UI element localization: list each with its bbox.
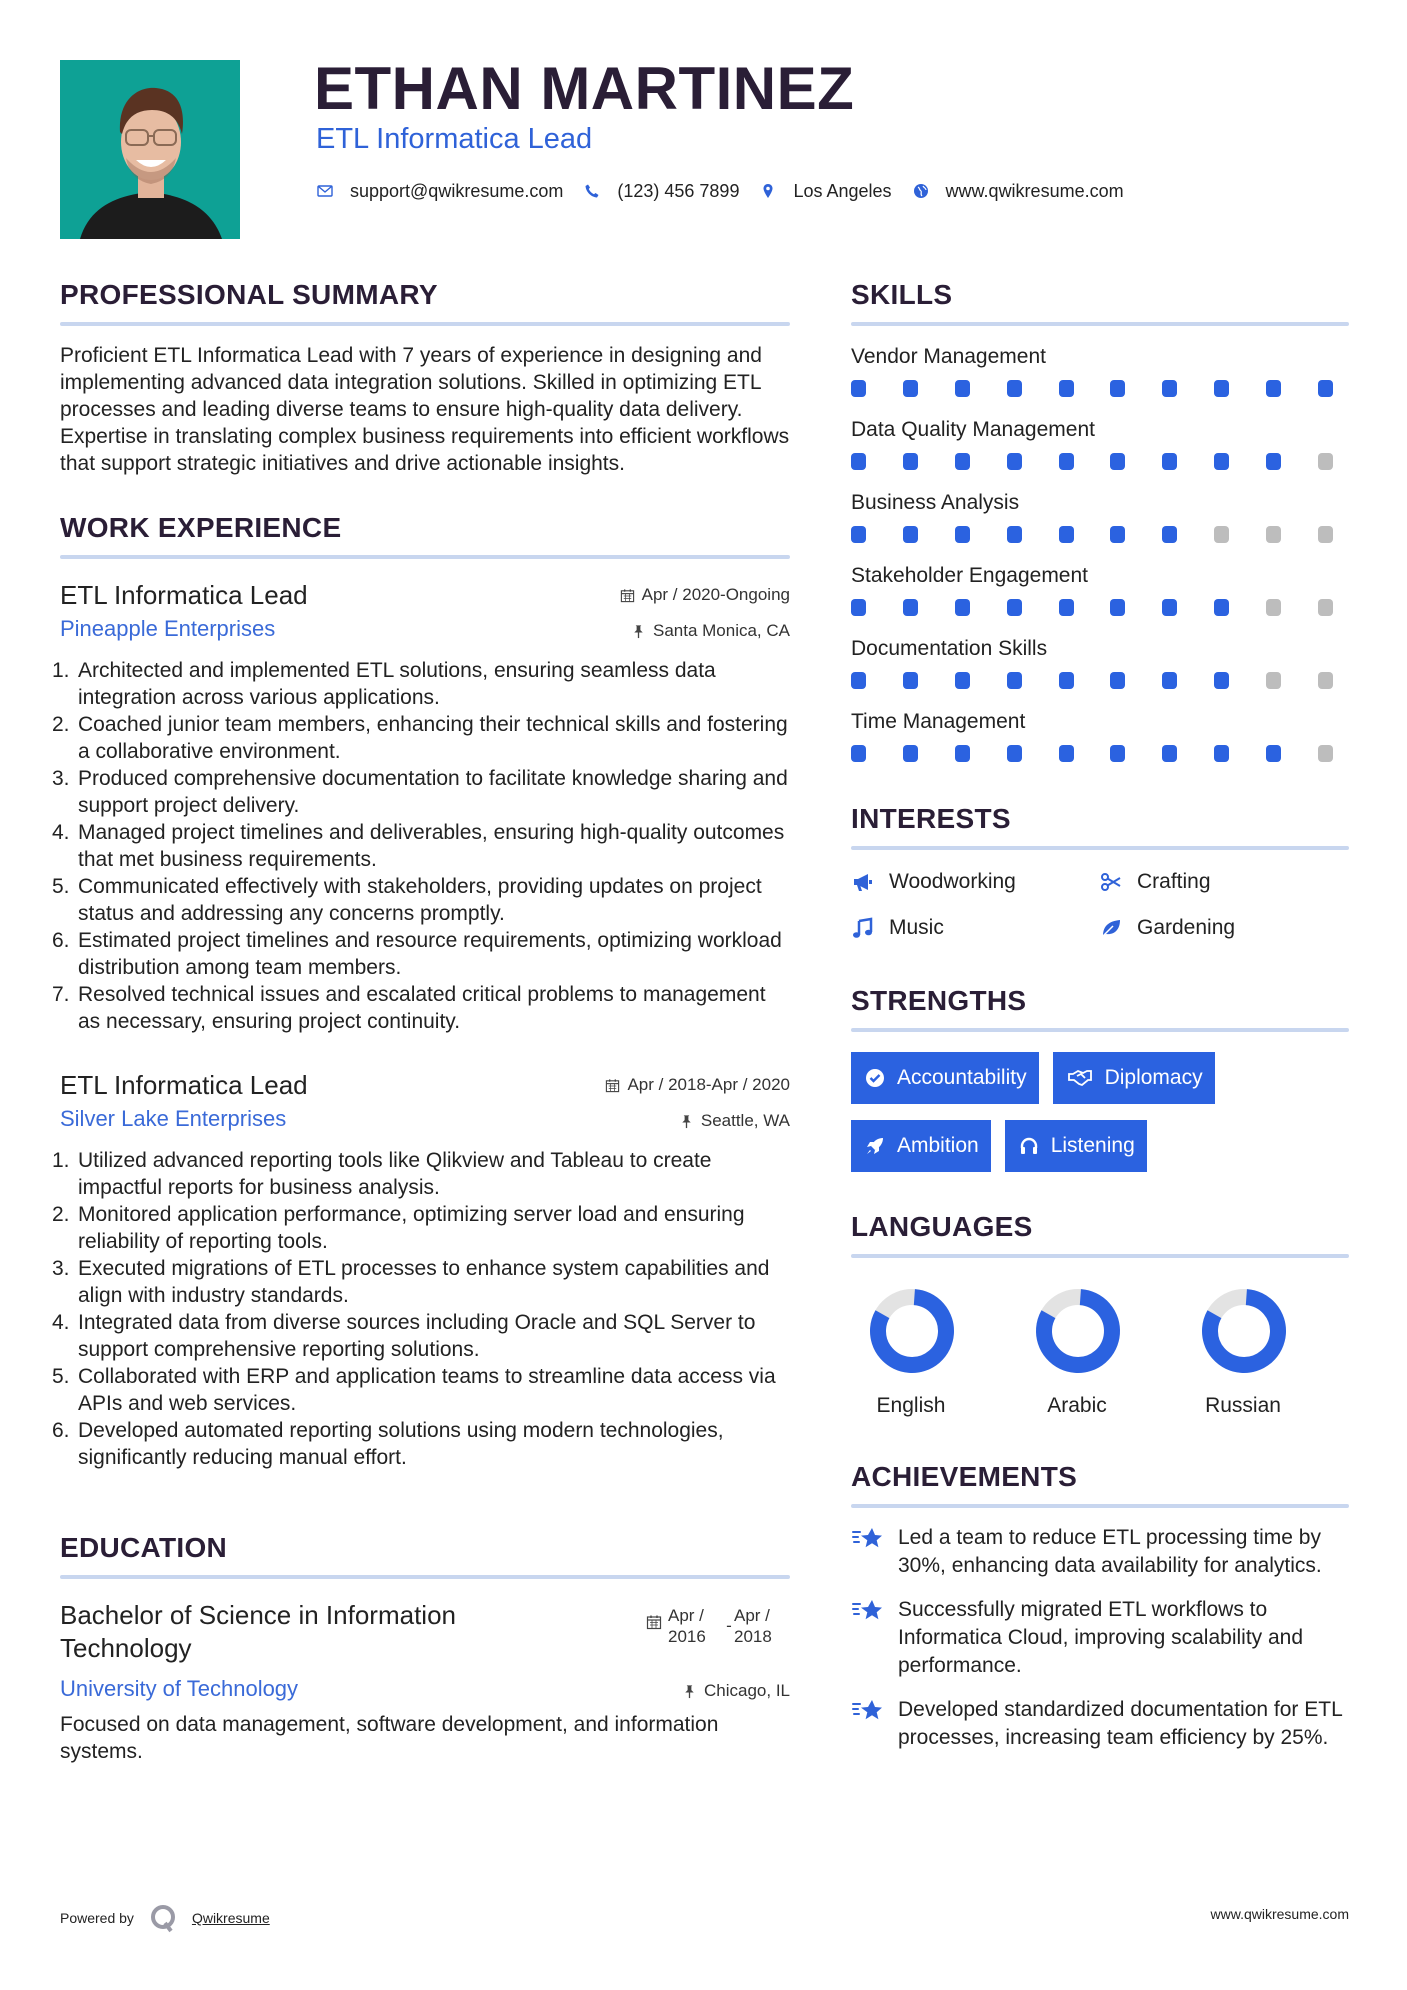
right-column <box>851 278 1349 1752</box>
rating-dot-filled <box>1266 380 1281 397</box>
rating-dot-filled <box>1007 526 1022 543</box>
candidate-title: ETL Informatica Lead <box>316 123 593 155</box>
rating-dot-empty <box>1318 599 1333 616</box>
contact-bar <box>316 179 1144 203</box>
rating-dot-filled <box>903 380 918 397</box>
language-item <box>1017 1288 1183 1418</box>
education-description: Focused on data management, software development, and information systems. <box>60 1713 719 1763</box>
calendar-icon <box>646 1614 662 1630</box>
skills-heading: SKILLS <box>851 279 953 310</box>
date-separator: - <box>726 1616 732 1635</box>
bullet-item: 1. Utilized advanced reporting tools like Qlikview and Tableau to create impactful reports for business analysis. <box>52 1149 712 1199</box>
rating-dot-filled <box>1110 745 1125 762</box>
contact-website[interactable] <box>912 179 1124 203</box>
bullet-item: 3. Produced comprehensive documentation to facilitate knowledge sharing and support project delivery. <box>52 767 788 817</box>
interest-item <box>1099 868 1347 896</box>
rating-dot-filled <box>903 599 918 616</box>
bullhorn-icon <box>851 870 875 894</box>
rating-dot-filled <box>1007 672 1022 689</box>
language-label: Russian <box>1205 1394 1281 1417</box>
map-marker-icon <box>759 182 777 200</box>
job-role: ETL Informatica Lead <box>60 1070 308 1100</box>
strength-badge <box>851 1120 991 1172</box>
section-divider <box>851 846 1349 850</box>
rating-dot-filled <box>1059 380 1074 397</box>
skill-item <box>851 417 1349 470</box>
job-dates <box>620 583 790 607</box>
work-experience-section <box>52 511 790 1471</box>
leaf-icon <box>1099 916 1123 940</box>
skill-name: Data Quality Management <box>851 418 1095 441</box>
rating-dot-filled <box>1318 380 1333 397</box>
language-donut-chart <box>1201 1288 1287 1374</box>
powered-by-text: Powered by <box>60 1910 134 1926</box>
rating-dot-filled <box>851 745 866 762</box>
rating-dot-filled <box>1214 599 1229 616</box>
rating-dot-filled <box>1162 745 1177 762</box>
rating-dot-filled <box>851 526 866 543</box>
skill-rating <box>851 672 1333 689</box>
interest-item <box>851 868 1099 896</box>
profile-photo <box>60 60 240 239</box>
rating-dot-filled <box>903 745 918 762</box>
phone-text: (123) 456 7899 <box>617 181 740 201</box>
job-bullets <box>52 1147 790 1471</box>
education-section <box>60 1531 790 1765</box>
interest-item <box>851 914 1099 942</box>
rating-dot-filled <box>851 672 866 689</box>
company-name: Pineapple Enterprises <box>60 616 276 641</box>
achievement-item <box>851 1696 1349 1752</box>
rating-dot-filled <box>1162 599 1177 616</box>
end-year: 2018 <box>734 1627 772 1646</box>
contact-location <box>759 179 891 203</box>
globe-icon <box>912 182 930 200</box>
achievement-item <box>851 1524 1349 1580</box>
rating-dot-empty <box>1266 672 1281 689</box>
skill-rating <box>851 745 1333 762</box>
person-portrait-icon <box>60 60 240 239</box>
rating-dot-filled <box>1007 745 1022 762</box>
rating-dot-empty <box>1266 526 1281 543</box>
rating-dot-filled <box>1007 599 1022 616</box>
rating-dot-empty <box>1266 599 1281 616</box>
achievements-heading: ACHIEVEMENTS <box>851 1461 1078 1492</box>
interests-heading: INTERESTS <box>851 803 1011 834</box>
envelope-icon <box>316 182 334 200</box>
bullet-item: 5. Communicated effectively with stakeholders, providing updates on project status and addressing any concerns promptly. <box>52 875 762 925</box>
rating-dot-filled <box>1266 745 1281 762</box>
rating-dot-empty <box>1318 526 1333 543</box>
section-divider <box>851 1504 1349 1508</box>
strength-badge <box>851 1052 1039 1104</box>
website-text: www.qwikresume.com <box>945 181 1124 201</box>
rating-dot-filled <box>1214 745 1229 762</box>
achievement-text: Developed standardized documentation for ETL processes, increasing team efficiency by 25%. <box>898 1698 1342 1749</box>
music-note-icon <box>851 916 875 940</box>
strength-badge <box>1005 1120 1147 1172</box>
interests-section <box>851 802 1349 942</box>
calendar-icon <box>620 588 635 603</box>
skill-rating <box>851 380 1333 397</box>
education-heading: EDUCATION <box>60 1532 228 1563</box>
headphones-icon <box>1019 1136 1039 1156</box>
languages-heading: LANGUAGES <box>851 1211 1033 1242</box>
rating-dot-filled <box>1059 745 1074 762</box>
bullet-item: 7. Resolved technical issues and escalated critical problems to management as necessary, ensuring project continuity. <box>52 983 766 1033</box>
rating-dot-filled <box>1214 453 1229 470</box>
calendar-icon <box>605 1078 620 1093</box>
pushpin-icon <box>679 1114 694 1129</box>
strengths-section <box>851 984 1349 1172</box>
rating-dot-filled <box>1059 599 1074 616</box>
skill-name: Documentation Skills <box>851 637 1048 660</box>
qwikresume-logo-icon <box>150 1903 178 1933</box>
language-item <box>1183 1288 1349 1418</box>
interest-label: Gardening <box>1137 916 1236 939</box>
skill-item <box>851 636 1349 689</box>
candidate-name: ETHAN MARTINEZ <box>314 55 855 122</box>
languages-list <box>851 1288 1349 1418</box>
rating-dot-filled <box>1007 380 1022 397</box>
job-role: ETL Informatica Lead <box>60 580 308 610</box>
rating-dot-filled <box>1110 672 1125 689</box>
contact-phone[interactable] <box>583 179 739 203</box>
job-location <box>631 619 790 643</box>
rocket-icon <box>865 1136 885 1156</box>
rating-dot-filled <box>955 672 970 689</box>
bullet-item: 2. Coached junior team members, enhancing their technical skills and fostering a collaborative environment. <box>52 713 788 763</box>
left-column <box>52 278 790 1765</box>
rating-dot-empty <box>1214 526 1229 543</box>
language-label: English <box>876 1394 946 1417</box>
rating-dot-filled <box>1214 672 1229 689</box>
location-text: Los Angeles <box>793 181 892 201</box>
job-location <box>679 1109 790 1133</box>
skill-item <box>851 490 1349 543</box>
skill-rating <box>851 599 1333 616</box>
section-divider <box>60 1575 790 1579</box>
rating-dot-filled <box>955 745 970 762</box>
rating-dot-filled <box>1110 453 1125 470</box>
school-location-text: Chicago, IL <box>704 1681 790 1700</box>
rating-dot-filled <box>1110 380 1125 397</box>
rating-dot-filled <box>1059 672 1074 689</box>
job-location-text: Seattle, WA <box>700 1111 790 1130</box>
rating-dot-empty <box>1318 453 1333 470</box>
rating-dot-filled <box>851 599 866 616</box>
achievement-item <box>851 1596 1349 1680</box>
star-trophy-icon <box>851 1596 885 1626</box>
section-divider <box>60 322 790 326</box>
footer-website[interactable]: www.qwikresume.com <box>1210 1906 1349 1922</box>
rating-dot-filled <box>903 453 918 470</box>
school-name: University of Technology <box>60 1676 299 1701</box>
skill-rating <box>851 453 1333 470</box>
rating-dot-filled <box>955 380 970 397</box>
rating-dot-filled <box>851 380 866 397</box>
bullet-item: 6. Developed automated reporting solutions using modern technologies, significantly reducing manual effort. <box>52 1419 724 1469</box>
rating-dot-filled <box>1059 453 1074 470</box>
job-entry <box>52 579 790 1035</box>
rating-dot-filled <box>903 672 918 689</box>
job-dates-text: Apr / 2018-Apr / 2020 <box>627 1075 790 1094</box>
skills-section <box>851 278 1349 762</box>
section-divider <box>851 1254 1349 1258</box>
section-divider <box>60 555 790 559</box>
bullet-item: 4. Managed project timelines and deliverables, ensuring high-quality outcomes that met business requirements. <box>52 821 785 871</box>
achievement-text: Successfully migrated ETL workflows to Informatica Cloud, improving scalability and performance. <box>898 1598 1304 1677</box>
check-circle-icon <box>865 1068 885 1088</box>
rating-dot-filled <box>903 526 918 543</box>
interest-label: Crafting <box>1137 870 1211 893</box>
job-location-text: Santa Monica, CA <box>652 621 790 640</box>
strengths-heading: STRENGTHS <box>851 985 1027 1016</box>
section-divider <box>851 1028 1349 1032</box>
rating-dot-filled <box>1110 599 1125 616</box>
work-heading: WORK EXPERIENCE <box>60 512 342 543</box>
rating-dot-empty <box>1318 745 1333 762</box>
skill-rating <box>851 526 1333 543</box>
phone-icon <box>583 182 601 200</box>
language-donut-chart <box>869 1288 955 1374</box>
footer-powered-by <box>60 1903 270 1933</box>
skill-name: Business Analysis <box>851 491 1020 514</box>
job-bullets <box>52 657 790 1035</box>
bullet-item: 2. Monitored application performance, optimizing server load and ensuring reliability of reporting tools. <box>52 1203 745 1253</box>
rating-dot-filled <box>1059 526 1074 543</box>
skill-item <box>851 344 1349 397</box>
degree-title: Bachelor of Science in Information Technology <box>60 1600 456 1663</box>
job-dates <box>605 1073 790 1097</box>
school-location <box>682 1679 790 1703</box>
start-year: 2016 <box>668 1627 706 1646</box>
skills-list <box>851 344 1349 762</box>
strength-label: Accountability <box>897 1066 1027 1089</box>
rating-dot-filled <box>1162 672 1177 689</box>
language-item <box>851 1288 1017 1418</box>
strength-label: Listening <box>1050 1134 1135 1157</box>
star-trophy-icon <box>851 1524 885 1554</box>
rating-dot-filled <box>955 453 970 470</box>
bullet-item: 5. Collaborated with ERP and application teams to streamline data access via APIs and web services. <box>52 1365 776 1415</box>
language-donut-chart <box>1035 1288 1121 1374</box>
rating-dot-filled <box>1214 380 1229 397</box>
company-name: Silver Lake Enterprises <box>60 1106 287 1131</box>
rating-dot-empty <box>1318 672 1333 689</box>
section-divider <box>851 322 1349 326</box>
rating-dot-filled <box>1007 453 1022 470</box>
pushpin-icon <box>682 1684 697 1699</box>
skill-item <box>851 709 1349 762</box>
achievements-section <box>851 1460 1349 1752</box>
star-trophy-icon <box>851 1696 885 1726</box>
rating-dot-filled <box>1162 526 1177 543</box>
strength-label: Ambition <box>897 1134 979 1157</box>
summary-heading: PROFESSIONAL SUMMARY <box>60 279 438 310</box>
bullet-item: 4. Integrated data from diverse sources including Oracle and SQL Server to support comprehensive reporting solutions. <box>52 1311 756 1361</box>
bullet-item: 1. Architected and implemented ETL solutions, ensuring seamless data integration across various applications. <box>52 659 716 709</box>
achievement-text: Led a team to reduce ETL processing time by 30%, enhancing data availability for analytics. <box>898 1526 1322 1577</box>
email-text: support@qwikresume.com <box>350 181 564 201</box>
rating-dot-filled <box>1266 453 1281 470</box>
contact-email[interactable] <box>316 179 563 203</box>
scissors-icon <box>1099 870 1123 894</box>
education-dates <box>646 1605 790 1647</box>
strength-badge <box>1053 1052 1215 1104</box>
qwikresume-link[interactable]: Qwikresume <box>191 1910 270 1926</box>
job-dates-text: Apr / 2020-Ongoing <box>641 585 790 604</box>
interest-label: Music <box>889 916 944 939</box>
strength-label: Diplomacy <box>1104 1066 1203 1089</box>
job-entry <box>52 1069 790 1471</box>
skill-name: Vendor Management <box>851 345 1046 368</box>
rating-dot-filled <box>851 453 866 470</box>
rating-dot-filled <box>1162 453 1177 470</box>
bullet-item: 3. Executed migrations of ETL processes to enhance system capabilities and align with industry standards. <box>52 1257 770 1307</box>
rating-dot-filled <box>955 599 970 616</box>
language-label: Arabic <box>1047 1394 1107 1417</box>
end-month: Apr / <box>734 1606 770 1625</box>
rating-dot-filled <box>955 526 970 543</box>
skill-item <box>851 563 1349 616</box>
bullet-item: 6. Estimated project timelines and resource requirements, optimizing workload distribution among team members. <box>52 929 782 979</box>
interest-label: Woodworking <box>889 870 1016 893</box>
languages-section <box>851 1210 1349 1418</box>
summary-text: Proficient ETL Informatica Lead with 7 years of experience in designing and implementing advanced data integration solutions. Skilled in optimizing ETL processes and leading diverse teams to ensure high-quality data delivery. Expertise in translating complex business requirements into efficient workflows that support strategic initiatives and drive actionable insights. <box>60 344 790 475</box>
rating-dot-filled <box>1162 380 1177 397</box>
pushpin-icon <box>631 624 646 639</box>
summary-section <box>60 278 790 477</box>
rating-dot-filled <box>1110 526 1125 543</box>
skill-name: Stakeholder Engagement <box>851 564 1088 587</box>
handshake-icon <box>1067 1068 1093 1088</box>
interest-item <box>1099 914 1347 942</box>
skill-name: Time Management <box>851 710 1026 733</box>
start-month: Apr / <box>668 1606 704 1625</box>
